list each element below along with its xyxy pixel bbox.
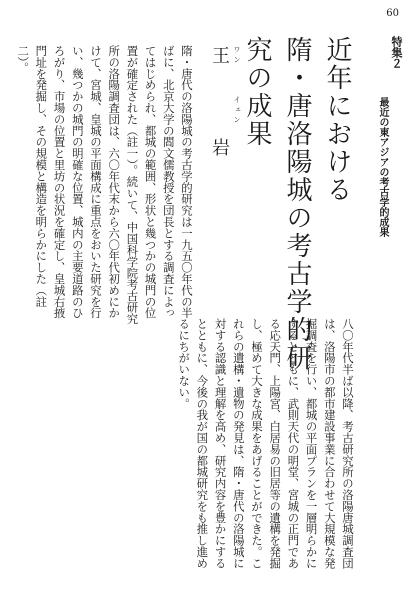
feature-label: 特集２ — [390, 36, 403, 69]
body-text-part-1: 隋・唐代の洛陽城の考古学的研究は一九五〇年代の半ばに、北京大学の閻文儒教授を団長とする調査によってはじめられ、都城の範囲、形状と幾つかの城門の位置が確定された（註一）。続いて、中国科学院考古研究所の洛陽調査団は、六〇年代末から六〇年代初めにかけて、宮城、皇城の平面構成に重点をおいた研究を行い、幾つかの城門の明確な位置、城内の主要道路のひろがり、市場の位置と里坊の状況を確定し、皇城右掖門址を発掘し、その規模と構造を明らかにした（註二）。 — [16, 45, 194, 325]
article-title-line-1: 近年における — [322, 36, 352, 204]
page-number: 60 — [386, 8, 399, 19]
article-title-line-2: 隋・唐洛陽城の考古学的研究の成果 — [242, 36, 312, 372]
feature-subtitle: 最近の東アジアの考古学的成果 — [377, 97, 388, 237]
author-name: 王 岩 — [209, 46, 230, 184]
author-ruby: ワン イェン — [233, 46, 241, 126]
body-text-part-2: 八〇年代半ば以降、考古研究所の洛陽唐城調査団は、洛陽市の都市建設事業に合わせて大規模な発掘調査を行い、都城の平面プランを一層明らかにするとともに、武則天代の明堂、宮城の正門である応天門、上陽宮、白居易の旧居等の遺構を発掘し、極めて大きな成果をあげることができた。これらの遺構・遺物の発見は、隋・唐代の洛陽城に対する認識と理解を高め、研究内容を豊かにするとともに、今後の我が国の都城研究をも推し進めるにちがいない。 — [177, 318, 355, 569]
